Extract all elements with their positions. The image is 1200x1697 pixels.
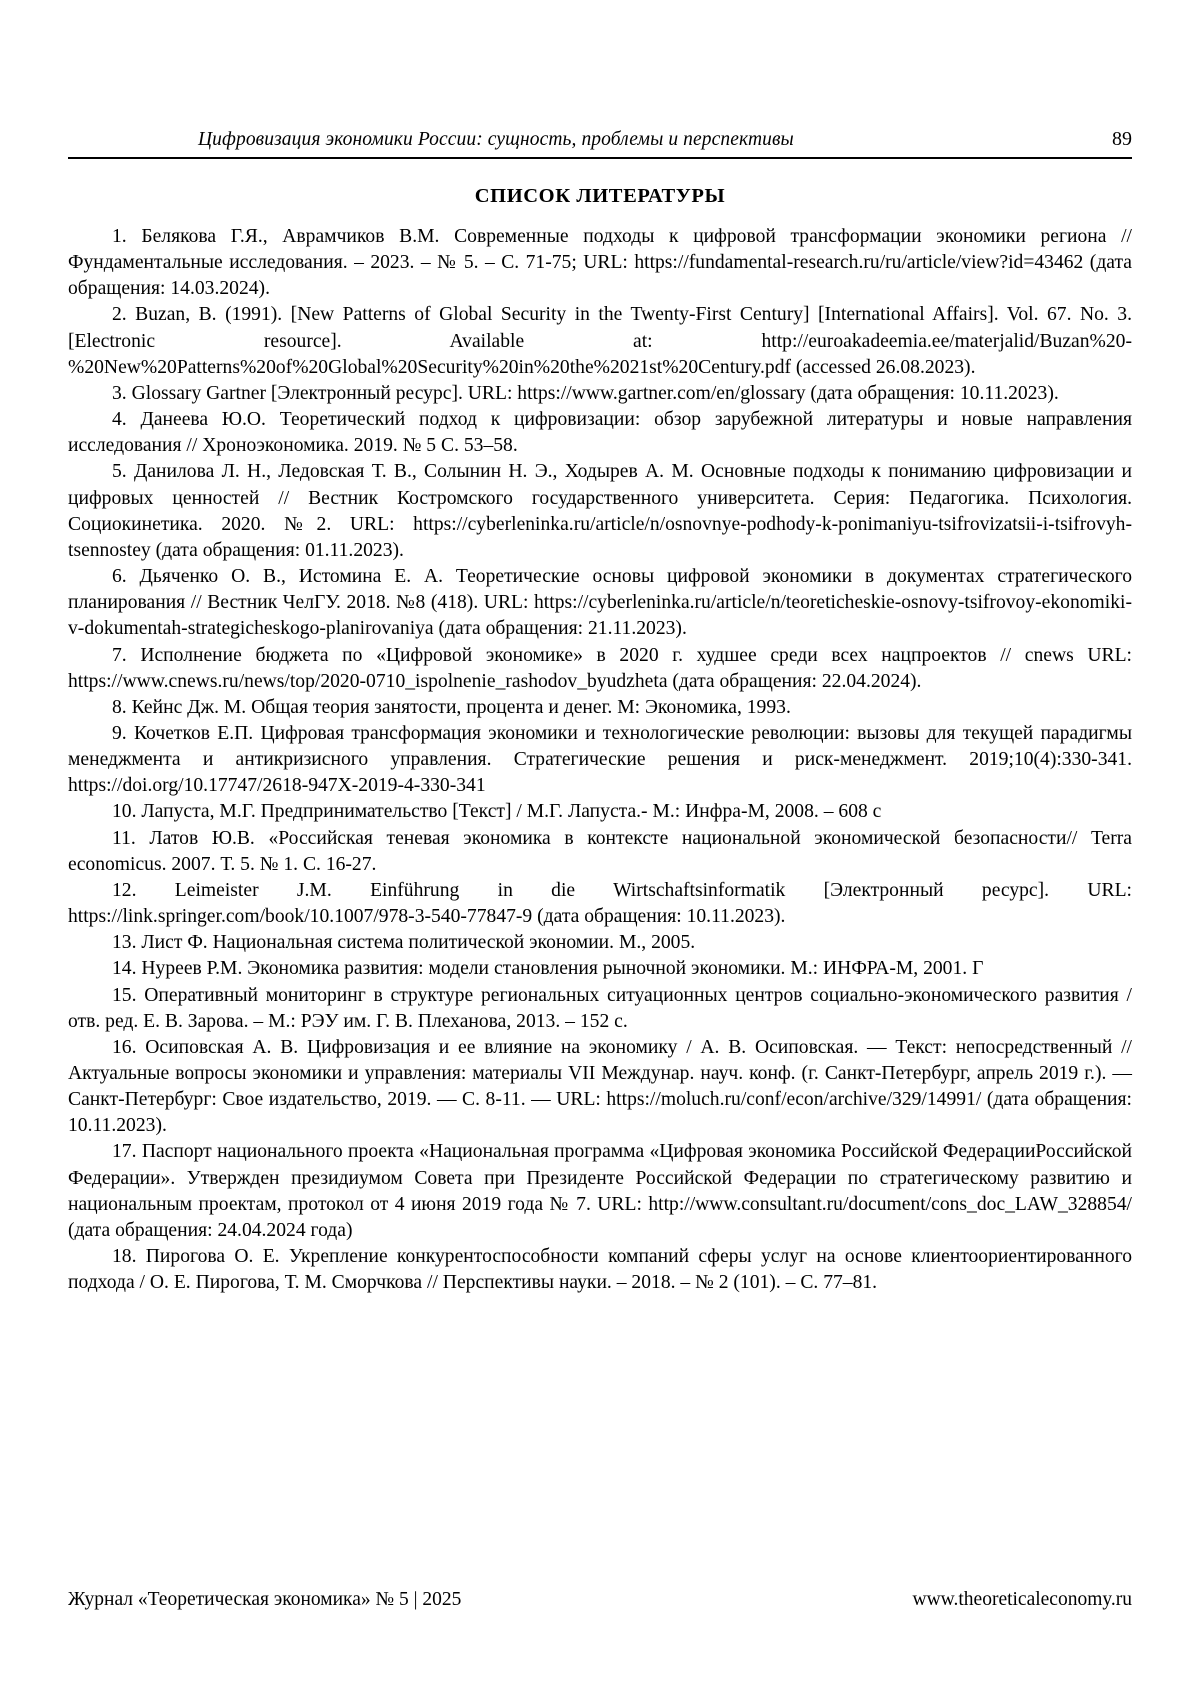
reference-item: 15. Оперативный мониторинг в структуре региональных ситуационных центров социально-экономического развития / отв. ред. Е. В. Зарова. – М.: РЭУ им. Г. В. Плеханова, 2013. – 152 с. — [68, 984, 1132, 1032]
reference-item: 2. Buzan, B. (1991). [New Patterns of Global Security in the Twenty-First Century] [International Affairs]. Vol. 67. No. 3. [Electronic resource]. Available at: http://euroakadeemia.ee/materjalid/Buzan%20-%20New%20Patterns%20of%20Global%20Security%20in%20the%2021st%20Century.pdf (accessed 26.08.2023). — [68, 304, 1132, 378]
reference-item: 8. Кейнс Дж. М. Общая теория занятости, процента и денег. М: Экономика, 1993. — [112, 696, 791, 718]
section-title: СПИСОК ЛИТЕРАТУРЫ — [474, 185, 726, 207]
reference-item: 16. Осиповская А. В. Цифровизация и ее влияние на экономику / А. В. Осиповская. — Текст: непосредственный // Актуальные вопросы экономики и управления: материалы VII Междунар. науч. конф. (г. Санкт-Петербург, апрель 2019 г.). — Санкт-Петербург: Свое издательство, 2019. — С. 8-11. — URL: https://moluch.ru/conf/econ/archive/329/14991/ (дата обращения: 10.11.2023). — [68, 1036, 1132, 1137]
page-number: 89 — [1112, 128, 1132, 150]
footer-website: www.theoreticaleconomy.ru — [912, 1589, 1132, 1610]
reference-item: 5. Данилова Л. Н., Ледовская Т. В., Солынин Н. Э., Ходырев А. М. Основные подходы к пониманию цифровизации и цифровых ценностей // Вестник Костромского государственного университета. Серия: Педагогика. Психология. Социокинетика. 2020. №2. URL: https://cyberleninka.ru/article/n/osnovnye-podhody-k-ponimaniyu-tsifrovizatsii-i-tsifrovyh-tsennostey (дата обращения: 01.11.2023). — [68, 461, 1132, 561]
header-divider — [68, 157, 1132, 159]
reference-item: 4. Данеева Ю.О. Теоретический подход к цифровизации: обзор зарубежной литературы и новые направления исследования // Хроноэкономика. 2019. № 5 С. 53–58. — [68, 409, 1132, 457]
page-content — [68, 128, 1132, 1296]
running-header — [68, 128, 1132, 157]
reference-item: 17. Паспорт национального проекта «Национальная программа «Цифровая экономика Российской ФедерацииРоссийской Федерации». Утвержден президиумом Совета при Президенте Российской Федерации по стратегическому развитию и национальным проектам, протокол от 4 июня 2019 года № 7. URL: http://www.consultant.ru/document/cons_doc_LAW_328854/ (дата обращения: 24.04.2024 года) — [68, 1141, 1132, 1241]
reference-item: 14. Нуреев Р.М. Экономика развития: модели становления рыночной экономики. М.: ИНФРА-М, 2001. Г — [112, 958, 984, 980]
reference-item: 18. Пирогова О. Е. Укрепление конкурентоспособности компаний сферы услуг на основе клиентоориентированного подхода / О. Е. Пирогова, Т. М. Сморчкова // Перспективы науки. – 2018. – № 2 (101). – С. 77–81. — [68, 1246, 1132, 1294]
reference-item: 10. Лапуста, М.Г. Предпринимательство [Текст] / М.Г. Лапуста.- М.: Инфра-М, 2008. – 608 с — [112, 801, 882, 823]
reference-item: 13. Лист Ф. Национальная система политической экономии. М., 2005. — [112, 932, 696, 954]
reference-item: 9. Кочетков Е.П. Цифровая трансформация экономики и технологические революции: вызовы для текущей парадигмы менеджмента и антикризисного управления. Стратегические решения и риск-менеджмент. 2019;10(4):330-341. https://doi.org/10.17747/2618-947X-2019-4-330-341 — [68, 722, 1132, 797]
reference-item: 11. Латов Ю.В. «Российская теневая экономика в контексте национальной экономической безопасности// Terra economicus. 2007. Т. 5. № 1. С. 16-27. — [68, 827, 1132, 875]
reference-item: 3. Glossary Gartner [Электронный ресурс]. URL: https://www.gartner.com/en/glossary (дата обращения: 10.11.2023). — [112, 382, 1059, 404]
running-header-title: Цифровизация экономики России: сущность, проблемы и перспективы — [198, 129, 794, 150]
reference-item: 7. Исполнение бюджета по «Цифровой экономике» в 2020 г. худшее среди всех нацпроектов // cnews URL: https://www.cnews.ru/news/top/2020-0710_ispolnenie_rashodov_byudzheta (дата обращения: 22.04.2024). — [68, 644, 1132, 692]
reference-item: 1. Белякова Г.Я., Аврамчиков В.М. Современные подходы к цифровой трансформации экономики региона // Фундаментальные исследования. – 2023. – № 5. – С. 71-75; URL: https://fundamental-research.ru/ru/article/view?id=43462 (дата обращения: 14.03.2024). — [68, 226, 1132, 300]
reference-item: 12. Leimeister J.M. Einführung in die Wirtschaftsinformatik [Электронный ресурс]. URL: https://link.springer.com/book/10.1007/978-3-540-77847-9 (дата обращения: 10.11.2023). — [68, 879, 1132, 928]
reference-list — [68, 224, 1132, 1296]
footer-journal: Журнал «Теоретическая экономика» № 5 | 2025 — [68, 1589, 462, 1610]
page-footer — [68, 1589, 1132, 1611]
reference-item: 6. Дьяченко О. В., Истомина Е. А. Теоретические основы цифровой экономики в документах стратегического планирования // Вестник ЧелГУ. 2018. №8 (418). URL: https://cyberleninka.ru/article/n/teoreticheskie-osnovy-tsifrovoy-ekonomiki-v-dokumentah-strategicheskogo-planirovaniya (дата обращения: 21.11.2023). — [68, 566, 1132, 640]
